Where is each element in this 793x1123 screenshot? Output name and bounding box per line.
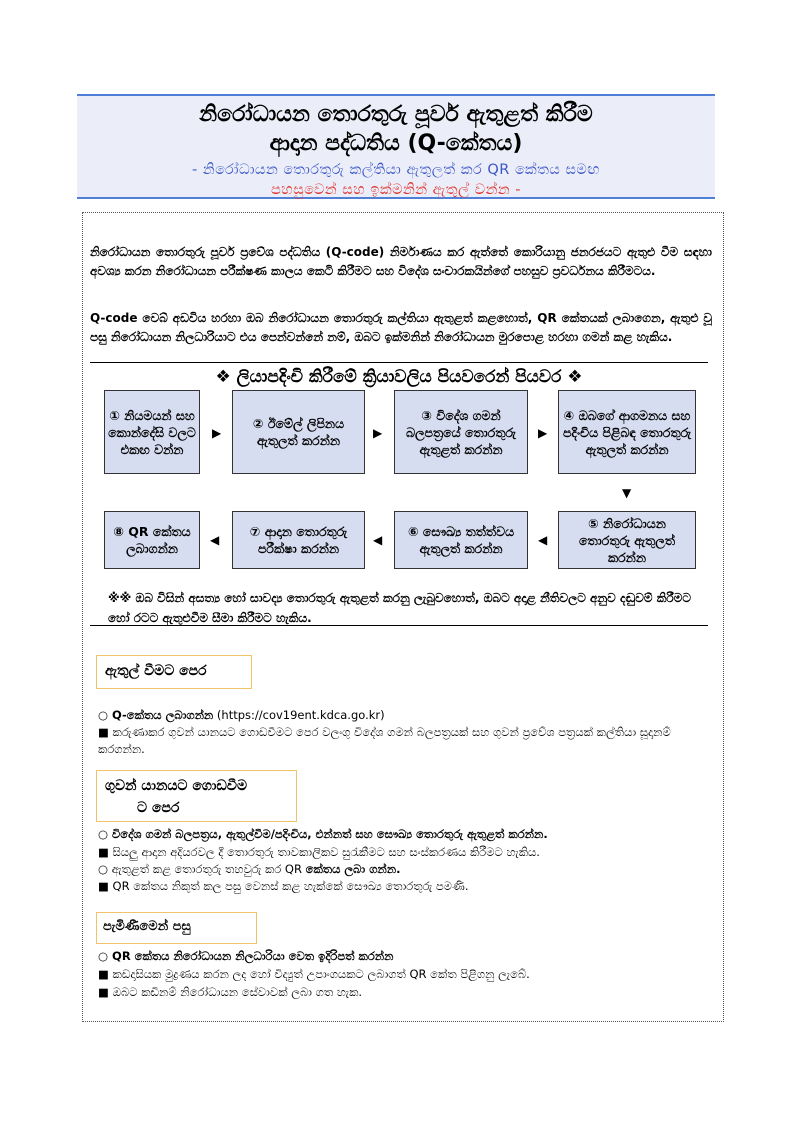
after-arrival-item-2: ■ කඩදාසියක මුද්‍රණය කරන ලද හෝ විද්‍යුත් උපාංගයකට ලබාගත් QR කේත පිළිගනු ලැබේ. [98,967,530,981]
title-line-2: ආදාන පද්ධතිය (Q-කේතය) [269,131,523,156]
before-entry-item-2: ■ කරුණාකර ගුවන් යානයට ගොඩවීමට පෙර වලංගු විදේශ ගමන් බලපත්‍රයක් සහ ගුවන් ප්‍රවේශ පත්‍රයක් කල්තියා සූදානම් කරගන්න. [98,725,671,756]
step-5-box: ⑤ නිරෝධායන තොරතුරු ඇතුලත් කරන්න [558,511,696,569]
after-arrival-heading: පැමිණීමෙන් පසු [96,912,257,944]
before-entry-item-1 [98,707,708,724]
before-boarding-item-3 [98,861,713,878]
warning-note: ※※ ඔබ විසින් අසත්‍ය හෝ සාවද්‍ය තොරතුරු ඇතුළත් කරනු ලැබුවහොත්, ඔබට අදාළ නීතිවලට අනුව දඬුවම් කිරීමට හෝ රටට ඇතුළුවීම සීමා කිරීමට හැකිය. [108,591,691,625]
steps-title: ❖ ලියාපදිංචි කිරීමේ ක්‍රියාවලිය පියවරෙන් පියවර ❖ [215,367,583,387]
before-boarding-item-2: ■ සියලු ආදාන අදියරවල දී තොරතුරු තාවකාලිකව සුරැකීමට සහ සංස්කරණය කිරීමට හැකිය. [98,845,540,859]
arrow-left-2: ◀ [373,533,383,547]
subtitle-line-1: - නිරෝධායන තොරතුරු කල්තියා ඇතුලත් කර QR කේතය සමඟ [192,162,600,178]
step-4-box: ④ ඔබගේ ආගමනය සහ පදිංචිය පිළිබඳ තොරතුරු ඇතුලත් කරන්න [558,390,696,474]
step-1-box: ① නියමයන් සහ කොන්දේසි වලට එකඟ වන්න [104,390,200,474]
subtitle-line-2: පහසුවෙන් සහ ඉක්මනින් ඇතුල් වන්න - [270,182,522,198]
before-boarding-heading-line-2: ට පෙර [137,800,180,816]
step-7-box: ⑦ ආදාන තොරතුරු පරීක්ෂා කරන්න [232,511,365,569]
intro-paragraph-1: නිරෝධායන තොරතුරු පූර්ව ප්‍රවේශ පද්ධතිය (Q-code) නිර්මාණය කර ඇත්තේ කොරියානු ජනරජයට ඇතුළු වීම සඳහා අවශ්‍ය කරන නිරෝධායන පරීක්ෂණ කාලය කෙටි කිරීමට සහ විදේශ සංචාරකයින්ගේ පහසුව ප්‍රවර්ධනය කිරීමටය. [90,245,712,278]
after-arrival-item-1: ○ QR කේතය නිරෝධායන නිලධාරියා වෙත ඉදිරිපත් කරන්න [98,949,394,963]
step-8-box: ⑧ QR කේතය ලබාගන්න [104,511,200,569]
header-banner [77,94,715,199]
intro-paragraph-2: Q-code වෙබ් අඩවිය හරහා ඔබ නිරෝධායන තොරතුරු කල්තියා ඇතුළත් කළහොත්, QR කේතයක් ලබාගෙන, ඇතුළු වූ පසු නිරෝධායන නිලධාරියාට එය පෙන්වන්නේ නම්, ඔබට ඉක්මනින් නිරෝධායන මුරපොළ හරහා ගමන් කළ හැකිය. [90,311,712,344]
before-boarding-heading [96,770,297,822]
step-2-box: ② ඊමේල් ලිපිනය ඇතුලත් කරන්න [232,390,365,474]
arrow-right-1: ▶ [212,426,222,440]
title-line-1: නිරෝධායන තොරතුරු පූර්ව ඇතුළත් කිරීම [199,102,593,127]
arrow-left-3: ◀ [538,533,548,547]
get-qr-text: කේතය ලබා ගන්න. [305,862,401,876]
arrow-right-3: ▶ [538,426,548,440]
before-boarding-item-4: ■ QR කේතය නිකුත් කල පසු වෙනස් කළ හැක්කේ සෞඛ්‍ය තොරතුරු පමණි. [98,879,469,893]
arrow-left-1: ◀ [210,533,220,547]
divider-top [90,362,708,363]
before-entry-heading: ඇතුල් වීමට පෙර [96,655,252,689]
arrow-down: ▼ [622,486,632,500]
before-boarding-heading-line-1: ගුවන් යානයට ගොඩවීම [105,778,248,794]
divider-bottom [90,625,708,626]
before-boarding-item-1: ○ විදේශ ගමන් බලපත්‍රය, ඇතුල්වීම/පදිංචිය, එන්නත් සහ සෞඛ්‍ය තොරතුරු ඇතුළත් කරන්න. [98,827,548,841]
step-3-box: ③ විදේශ ගමන් බලපත්‍රයේ තොරතුරු ඇතුළත් කරන්න [394,390,528,474]
after-arrival-item-3: ■ ඔබට කඩිනම් නිරෝධායන සේවාවක් ලබා ගත හැක. [98,985,363,999]
confirm-text: ○ ඇතුළත් කළ තොරතුරු තහවුරු කර QR [98,862,302,876]
qcode-url: (https://cov19ent.kdca.go.kr) [216,708,385,722]
arrow-right-2: ▶ [373,426,383,440]
step-6-box: ⑥ සෞඛ්‍ය තත්ත්වය ඇතුලත් කරන්න [394,511,528,569]
qcode-label: ○ Q-කේතය ලබාගන්න [98,708,214,722]
